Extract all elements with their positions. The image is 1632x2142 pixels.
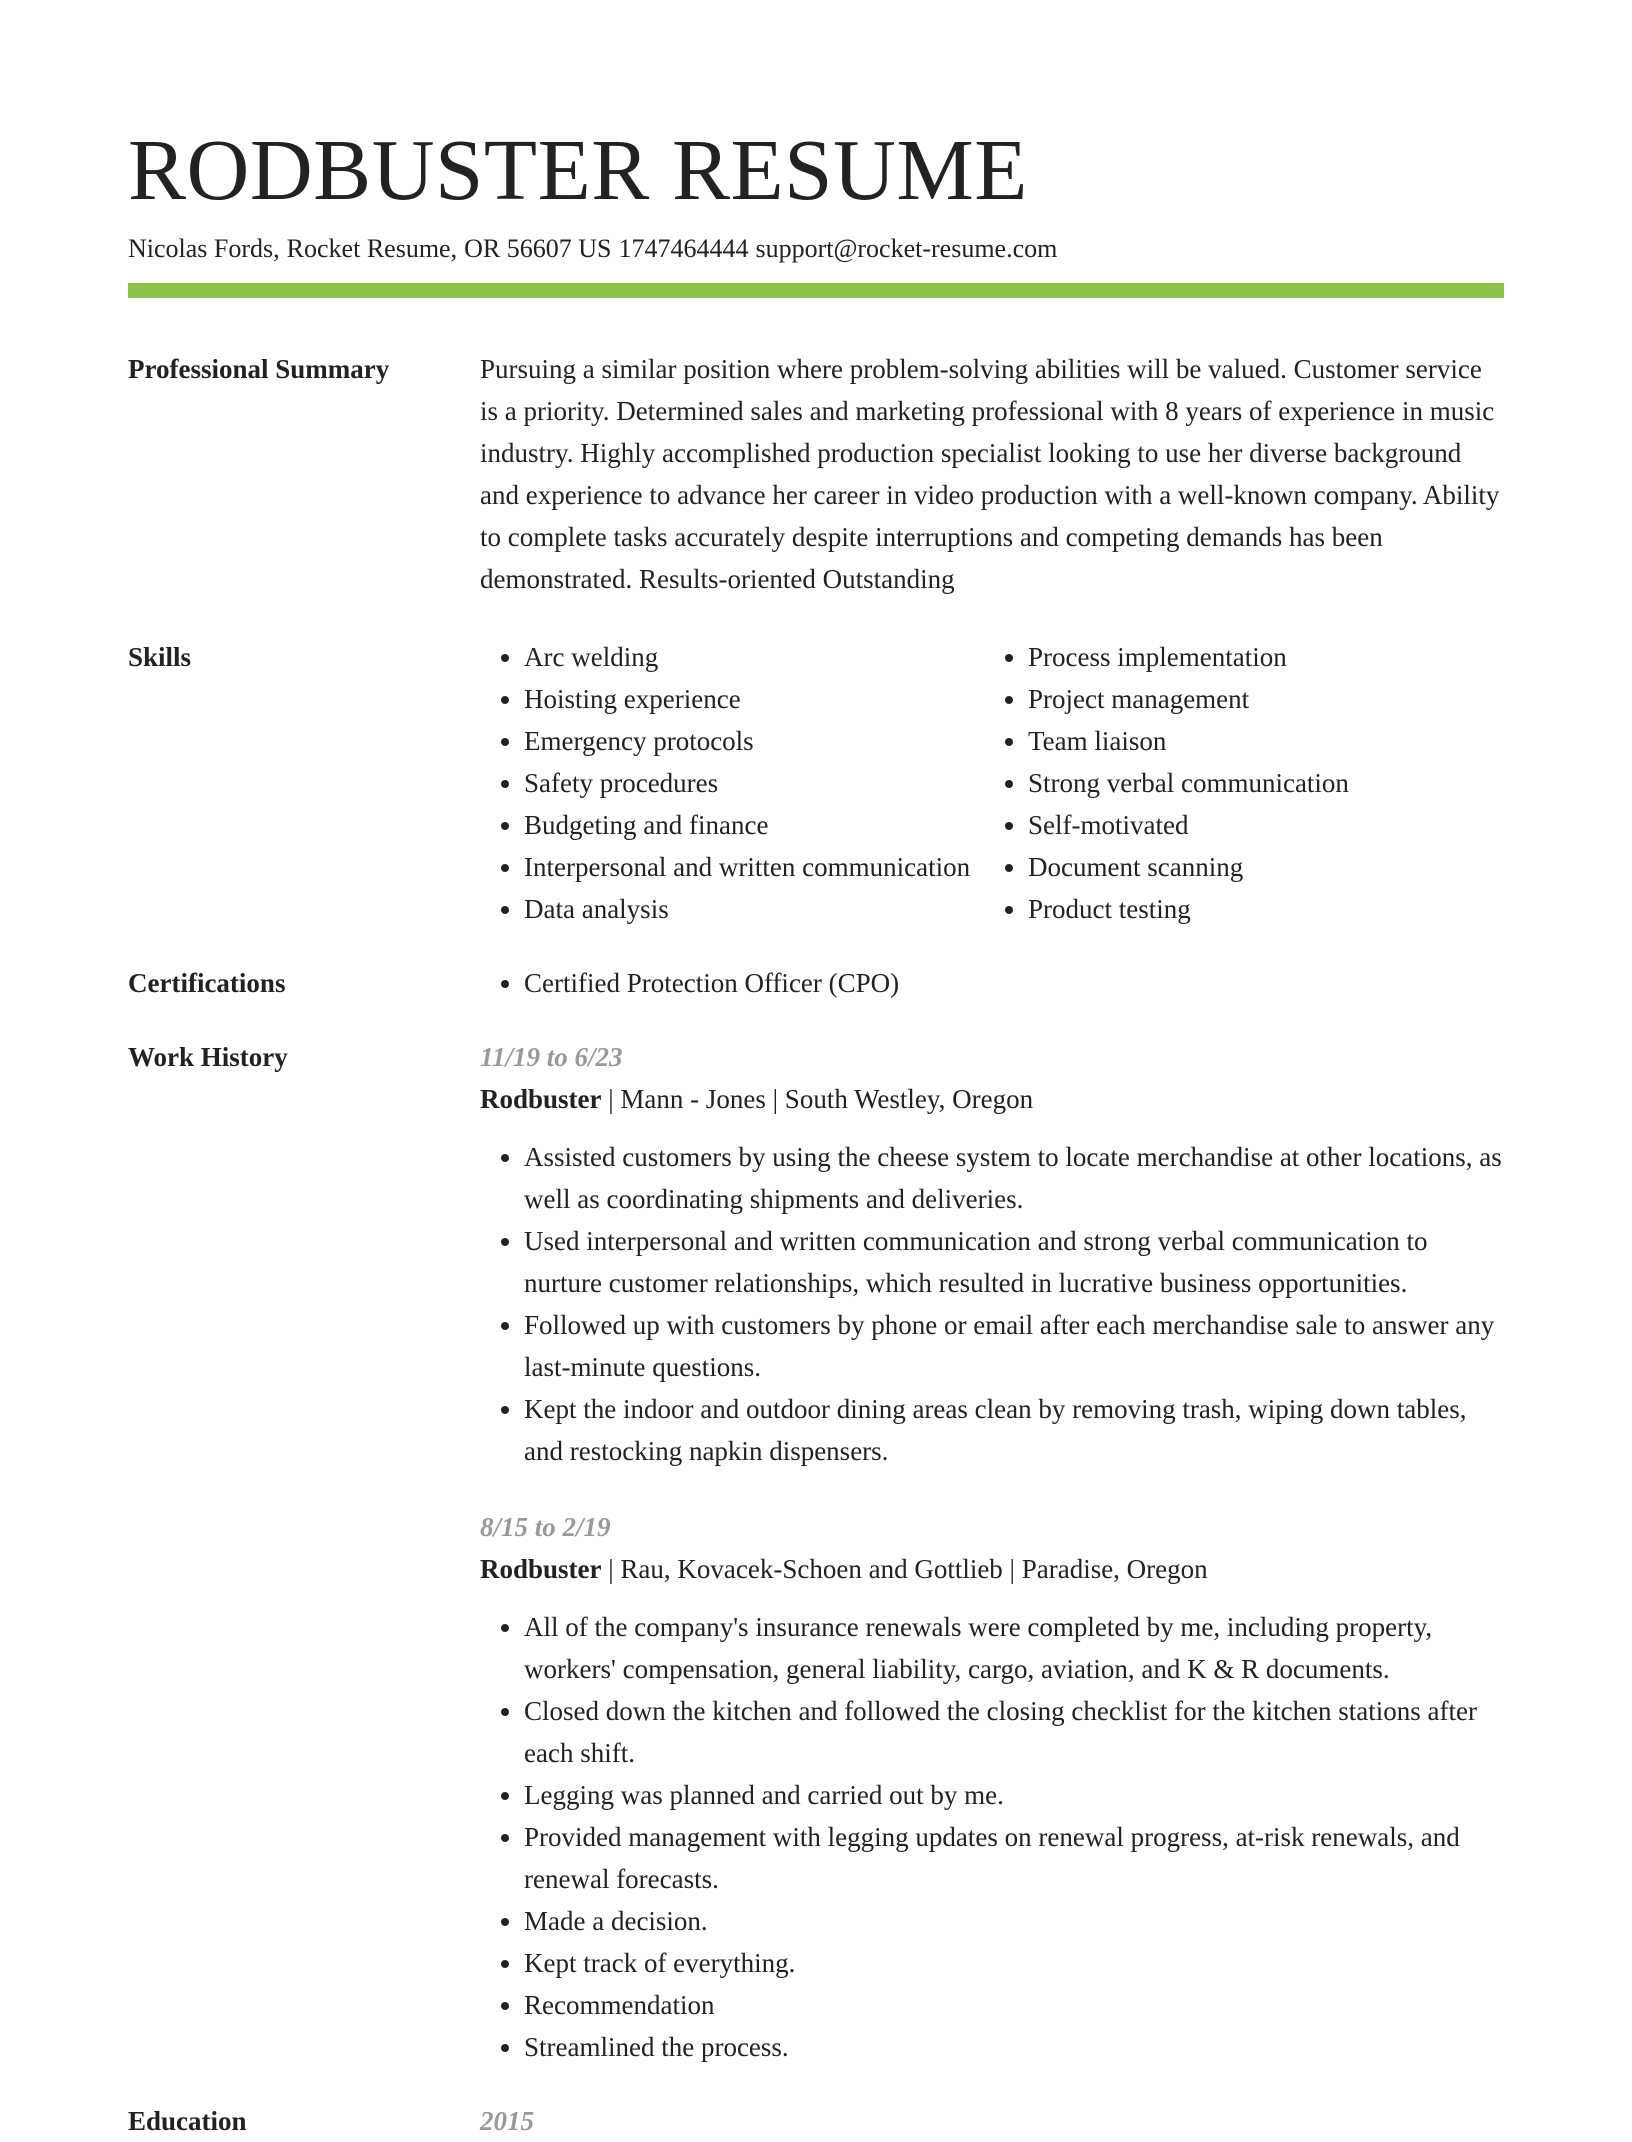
contact-region: OR 56607 US [464, 234, 612, 263]
resume-page [128, 118, 1504, 2142]
skill-item: • Interpersonal and written communication [524, 846, 984, 888]
skill-item: • Emergency protocols [524, 720, 984, 762]
contact-phone: 1747464444 [618, 234, 749, 263]
work-history-section [128, 1036, 1504, 2068]
certifications-section [128, 962, 1504, 1004]
job-entry [480, 1506, 1504, 2068]
skill-item: • Project management [1028, 678, 1488, 720]
education-dates: 2015 [480, 2106, 534, 2136]
job-bullets [480, 1136, 1504, 1472]
job-bullet: • Assisted customers by using the cheese system to locate merchandise at other locations, as well as coordinating shipments and deliveries. [524, 1136, 1504, 1220]
skill-item: • Product testing [1028, 888, 1488, 930]
skills-section [128, 636, 1504, 930]
contact-email: support@rocket-resume.com [755, 234, 1058, 263]
job-bullet: • Made a decision. [524, 1900, 1504, 1942]
summary-text: Pursuing a similar position where problem-solving abilities will be valued. Customer service is a priority. Determined sales and marketing professional with 8 years of experience in music industry. Highly accomplished production specialist looking to use her diverse background and experience to advance her career in video production with a well-known company. Ability to complete tasks accurately despite interruptions and competing demands has been demonstrated. Results-oriented Outstanding [480, 354, 1500, 594]
skill-item: • Team liaison [1028, 720, 1488, 762]
summary-section [128, 348, 1504, 600]
certification-item: • Certified Protection Officer (CPO) [524, 962, 1504, 1004]
section-title-work-history: Work History [128, 1042, 288, 1072]
job-bullet: • Used interpersonal and written communication and strong verbal communication to nurture customer relationships, which resulted in lucrative business opportunities. [524, 1220, 1504, 1304]
skill-item: • Process implementation [1028, 636, 1488, 678]
skill-item: • Hoisting experience [524, 678, 984, 720]
job-employer-location: | Rau, Kovacek-Schoen and Gottlieb | Paradise, Oregon [601, 1554, 1208, 1584]
job-bullet: • Recommendation [524, 1984, 1504, 2026]
section-title-certifications: Certifications [128, 968, 286, 998]
job-header [480, 1548, 1504, 1590]
contact-person: Nicolas Fords, [128, 234, 280, 263]
job-entry [480, 1036, 1504, 1472]
skills-list-column-1 [480, 636, 984, 930]
job-bullet: • Kept track of everything. [524, 1942, 1504, 1984]
skill-item: • Self-motivated [1028, 804, 1488, 846]
skill-item: • Budgeting and finance [524, 804, 984, 846]
skill-item: • Safety procedures [524, 762, 984, 804]
skills-list-column-2 [984, 636, 1488, 930]
job-bullet: • Followed up with customers by phone or email after each merchandise sale to answer any last-minute questions. [524, 1304, 1504, 1388]
job-bullet: • Provided management with legging updates on renewal progress, at-risk renewals, and renewal forecasts. [524, 1816, 1504, 1900]
job-bullet: • Streamlined the process. [524, 2026, 1504, 2068]
accent-divider [128, 283, 1504, 298]
job-header [480, 1078, 1504, 1120]
section-title-skills: Skills [128, 642, 192, 672]
job-bullet: • All of the company's insurance renewals were completed by me, including property, workers' compensation, general liability, cargo, aviation, and K & R documents. [524, 1606, 1504, 1690]
education-section [128, 2100, 1504, 2142]
contact-city: Rocket Resume, [286, 234, 458, 263]
job-dates: 8/15 to 2/19 [480, 1512, 611, 1542]
skill-item: • Arc welding [524, 636, 984, 678]
skill-item: • Data analysis [524, 888, 984, 930]
skill-item: • Strong verbal communication [1028, 762, 1488, 804]
job-bullet: • Legging was planned and carried out by me. [524, 1774, 1504, 1816]
contact-line [128, 231, 1504, 267]
resume-title: RODBUSTER RESUME [128, 121, 1028, 218]
skill-item: • Document scanning [1028, 846, 1488, 888]
certifications-list [480, 962, 1504, 1004]
job-bullet: • Kept the indoor and outdoor dining areas clean by removing trash, wiping down tables, and restocking napkin dispensers. [524, 1388, 1504, 1472]
section-title-summary: Professional Summary [128, 354, 390, 384]
job-role: Rodbuster [480, 1084, 602, 1114]
job-employer-location: | Mann - Jones | South Westley, Oregon [601, 1084, 1034, 1114]
section-title-education: Education [128, 2106, 247, 2136]
job-bullet: • Closed down the kitchen and followed the closing checklist for the kitchen stations after each shift. [524, 1690, 1504, 1774]
job-role: Rodbuster [480, 1554, 602, 1584]
job-bullets [480, 1606, 1504, 2068]
job-dates: 11/19 to 6/23 [480, 1042, 623, 1072]
